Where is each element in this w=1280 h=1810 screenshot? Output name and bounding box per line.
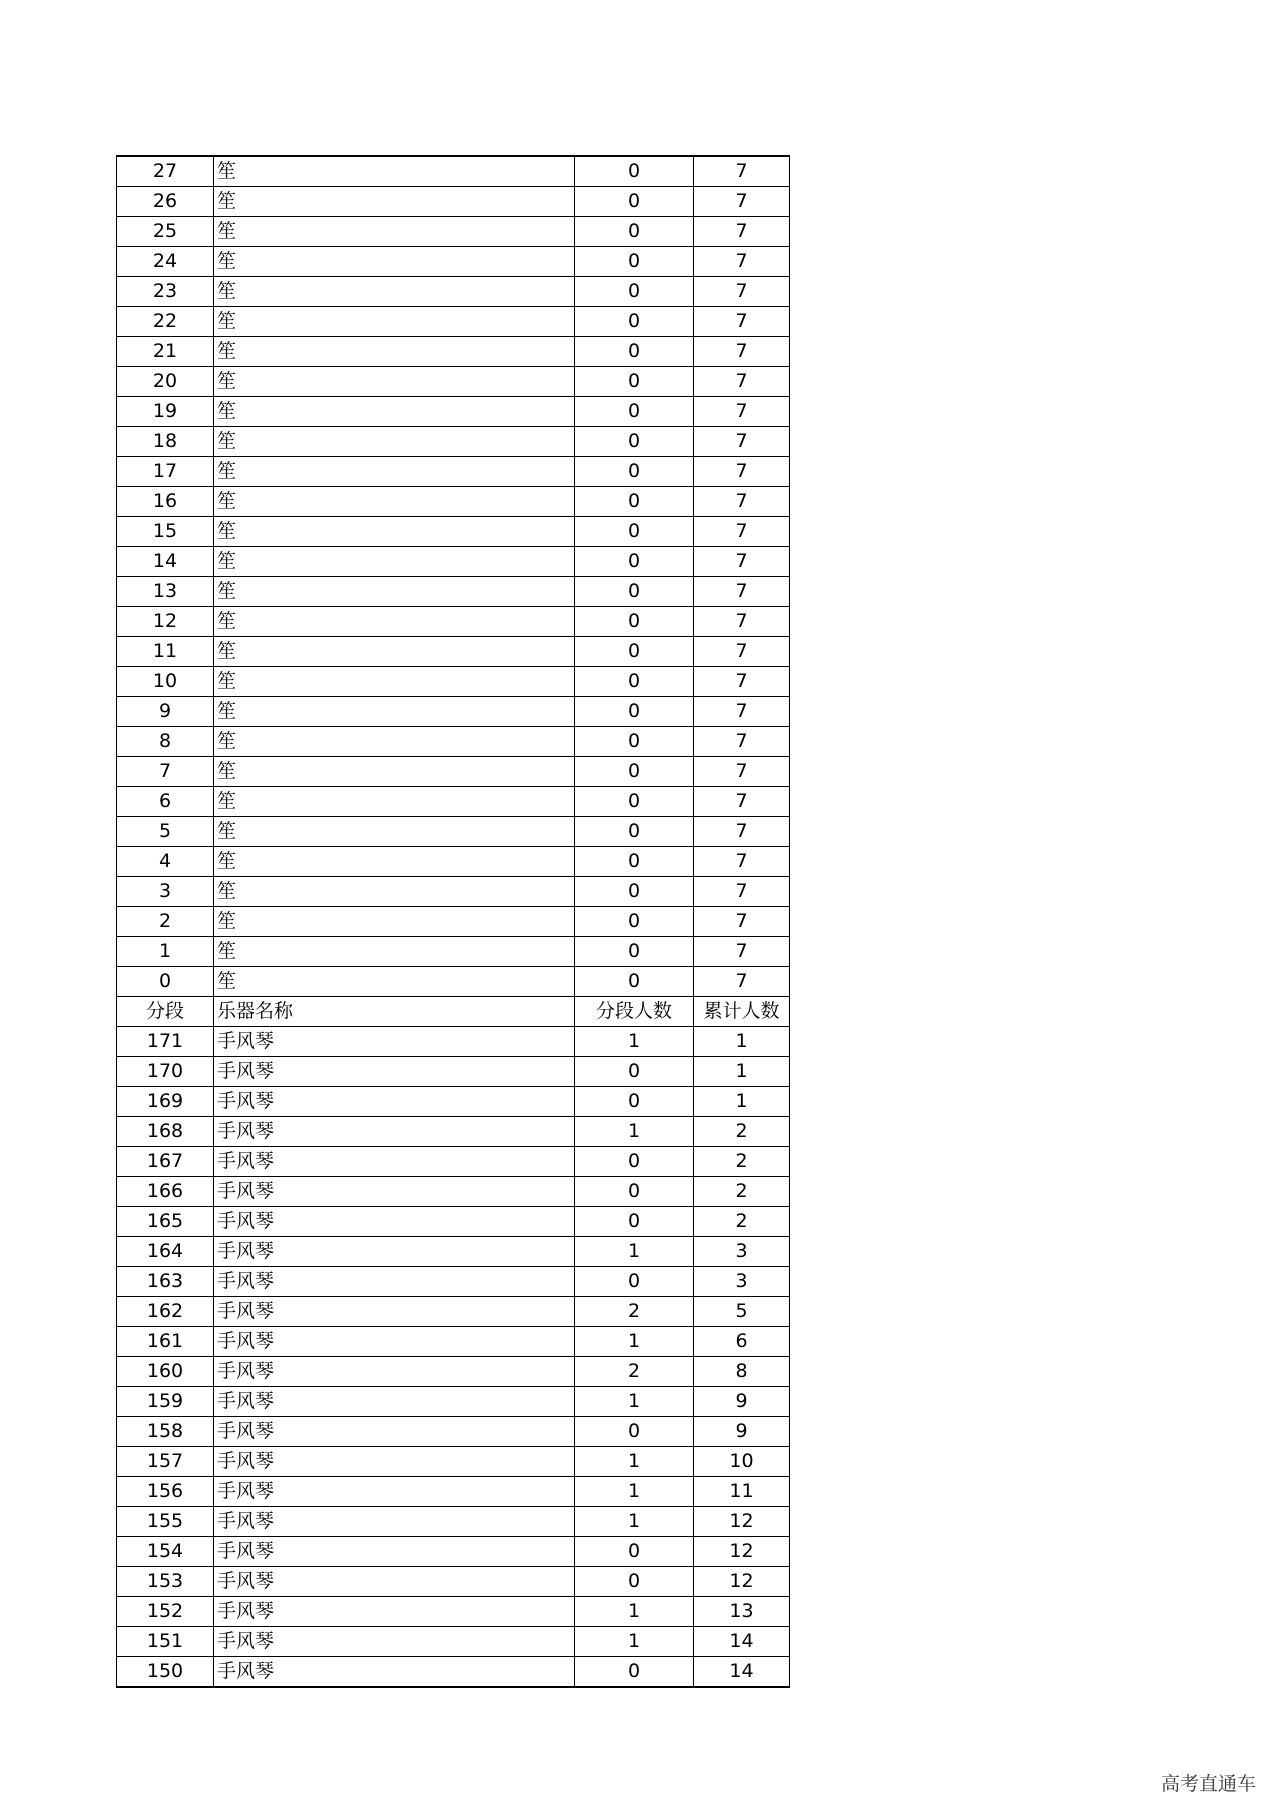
score-cell: 1: [117, 937, 214, 967]
table-row: [117, 277, 790, 307]
segment-count-cell: 0: [575, 637, 694, 667]
table-row: [117, 667, 790, 697]
instrument-name-cell: 笙: [214, 907, 575, 937]
table-row: [117, 547, 790, 577]
table-row: [117, 1237, 790, 1267]
cumulative-count-cell: 7: [694, 877, 790, 907]
table-row: [117, 1657, 790, 1688]
score-cell: 27: [117, 156, 214, 187]
cumulative-count-cell: 12: [694, 1567, 790, 1597]
segment-count-cell: 0: [575, 156, 694, 187]
cumulative-count-cell: 2: [694, 1147, 790, 1177]
table-row: [117, 697, 790, 727]
cumulative-count-cell: 1: [694, 1057, 790, 1087]
segment-count-cell: 0: [575, 727, 694, 757]
table-row: [117, 1207, 790, 1237]
instrument-name-cell: 手风琴: [214, 1657, 575, 1688]
segment-count-cell: 0: [575, 277, 694, 307]
segment-count-cell: 1: [575, 1597, 694, 1627]
table-row: [117, 1597, 790, 1627]
cumulative-count-cell: 12: [694, 1507, 790, 1537]
segment-count-cell: 0: [575, 1417, 694, 1447]
table-row: [117, 156, 790, 187]
segment-count-cell: 0: [575, 757, 694, 787]
instrument-name-cell: 手风琴: [214, 1387, 575, 1417]
segment-count-cell: 1: [575, 1507, 694, 1537]
score-cell: 170: [117, 1057, 214, 1087]
segment-count-cell: 0: [575, 367, 694, 397]
score-cell: 11: [117, 637, 214, 667]
cumulative-count-cell: 7: [694, 787, 790, 817]
segment-count-cell: 0: [575, 247, 694, 277]
table-row: [117, 1057, 790, 1087]
table-row: [117, 1447, 790, 1477]
instrument-name-cell: 笙: [214, 277, 575, 307]
instrument-name-cell: 笙: [214, 457, 575, 487]
segment-count-cell: 0: [575, 667, 694, 697]
score-cell: 164: [117, 1237, 214, 1267]
segment-count-cell: 0: [575, 1267, 694, 1297]
score-cell: 19: [117, 397, 214, 427]
cumulative-count-cell: 5: [694, 1297, 790, 1327]
cumulative-count-cell: 13: [694, 1597, 790, 1627]
segment-count-cell: 0: [575, 1087, 694, 1117]
table-row: [117, 337, 790, 367]
instrument-name-cell: 手风琴: [214, 1177, 575, 1207]
cumulative-count-cell: 2: [694, 1117, 790, 1147]
instrument-name-cell: 手风琴: [214, 1057, 575, 1087]
segment-count-cell: 0: [575, 307, 694, 337]
segment-count-cell: 0: [575, 937, 694, 967]
segment-count-cell: 0: [575, 337, 694, 367]
cumulative-count-cell: 7: [694, 307, 790, 337]
instrument-name-cell: 笙: [214, 667, 575, 697]
segment-count-cell: 1: [575, 1327, 694, 1357]
instrument-name-cell: 手风琴: [214, 1297, 575, 1327]
instrument-name-cell: 笙: [214, 187, 575, 217]
score-cell: 152: [117, 1597, 214, 1627]
segment-count-cell: 0: [575, 187, 694, 217]
table-row: [117, 397, 790, 427]
segment-count-cell: 1: [575, 1027, 694, 1057]
score-cell: 159: [117, 1387, 214, 1417]
table-row: [117, 1117, 790, 1147]
segment-count-cell: 1: [575, 1117, 694, 1147]
cumulative-count-cell: 9: [694, 1417, 790, 1447]
segment-count-cell: 1: [575, 1627, 694, 1657]
segment-count-cell: 1: [575, 1477, 694, 1507]
cumulative-count-cell: 3: [694, 1267, 790, 1297]
segment-count-cell: 0: [575, 967, 694, 997]
instrument-name-cell: 手风琴: [214, 1597, 575, 1627]
table-row: [117, 1357, 790, 1387]
instrument-name-cell: 笙: [214, 247, 575, 277]
score-cell: 163: [117, 1267, 214, 1297]
score-cell: 26: [117, 187, 214, 217]
column-header: 分段: [117, 997, 214, 1027]
cumulative-count-cell: 1: [694, 1087, 790, 1117]
instrument-name-cell: 笙: [214, 847, 575, 877]
table-row: [117, 817, 790, 847]
segment-count-cell: 0: [575, 577, 694, 607]
instrument-name-cell: 手风琴: [214, 1627, 575, 1657]
table-row: [117, 457, 790, 487]
score-cell: 14: [117, 547, 214, 577]
score-cell: 167: [117, 1147, 214, 1177]
table-row: [117, 1507, 790, 1537]
segment-count-cell: 1: [575, 1387, 694, 1417]
table-row: [117, 937, 790, 967]
cumulative-count-cell: 1: [694, 1027, 790, 1057]
score-cell: 165: [117, 1207, 214, 1237]
score-cell: 21: [117, 337, 214, 367]
score-cell: 17: [117, 457, 214, 487]
instrument-name-cell: 笙: [214, 487, 575, 517]
segment-count-cell: 2: [575, 1297, 694, 1327]
segment-count-cell: 0: [575, 517, 694, 547]
table-row: [117, 1567, 790, 1597]
table-row: [117, 577, 790, 607]
cumulative-count-cell: 7: [694, 487, 790, 517]
segment-count-cell: 0: [575, 1567, 694, 1597]
cumulative-count-cell: 7: [694, 457, 790, 487]
instrument-name-cell: 笙: [214, 817, 575, 847]
segment-count-cell: 1: [575, 1237, 694, 1267]
table-row: [117, 607, 790, 637]
instrument-name-cell: 手风琴: [214, 1267, 575, 1297]
cumulative-count-cell: 7: [694, 217, 790, 247]
column-header: 分段人数: [575, 997, 694, 1027]
instrument-name-cell: 手风琴: [214, 1147, 575, 1177]
cumulative-count-cell: 7: [694, 727, 790, 757]
score-cell: 22: [117, 307, 214, 337]
cumulative-count-cell: 6: [694, 1327, 790, 1357]
score-cell: 156: [117, 1477, 214, 1507]
score-cell: 9: [117, 697, 214, 727]
table-row: [117, 1327, 790, 1357]
cumulative-count-cell: 7: [694, 667, 790, 697]
instrument-name-cell: 手风琴: [214, 1447, 575, 1477]
segment-count-cell: 0: [575, 217, 694, 247]
score-cell: 7: [117, 757, 214, 787]
instrument-name-cell: 笙: [214, 637, 575, 667]
segment-count-cell: 0: [575, 877, 694, 907]
segment-count-cell: 1: [575, 1447, 694, 1477]
column-header: 乐器名称: [214, 997, 575, 1027]
score-cell: 150: [117, 1657, 214, 1688]
cumulative-count-cell: 7: [694, 907, 790, 937]
table-row: [117, 967, 790, 997]
cumulative-count-cell: 7: [694, 547, 790, 577]
score-cell: 10: [117, 667, 214, 697]
instrument-name-cell: 手风琴: [214, 1117, 575, 1147]
segment-count-cell: 0: [575, 907, 694, 937]
instrument-name-cell: 笙: [214, 967, 575, 997]
instrument-name-cell: 笙: [214, 427, 575, 457]
table-row: [117, 187, 790, 217]
instrument-name-cell: 笙: [214, 757, 575, 787]
cumulative-count-cell: 9: [694, 1387, 790, 1417]
table-row: [117, 847, 790, 877]
cumulative-count-cell: 7: [694, 757, 790, 787]
score-cell: 25: [117, 217, 214, 247]
score-cell: 161: [117, 1327, 214, 1357]
score-cell: 2: [117, 907, 214, 937]
table-row: [117, 1297, 790, 1327]
cumulative-count-cell: 7: [694, 847, 790, 877]
score-distribution-table: [116, 155, 790, 1688]
segment-count-cell: 0: [575, 697, 694, 727]
instrument-name-cell: 手风琴: [214, 1507, 575, 1537]
segment-count-cell: 0: [575, 397, 694, 427]
instrument-name-cell: 笙: [214, 397, 575, 427]
cumulative-count-cell: 7: [694, 187, 790, 217]
table-row: [117, 307, 790, 337]
instrument-name-cell: 笙: [214, 577, 575, 607]
instrument-name-cell: 笙: [214, 337, 575, 367]
footer-watermark: 高考直通车: [1160, 1773, 1256, 1795]
cumulative-count-cell: 14: [694, 1657, 790, 1688]
instrument-name-cell: 手风琴: [214, 1417, 575, 1447]
table-row: [117, 1147, 790, 1177]
score-cell: 16: [117, 487, 214, 517]
cumulative-count-cell: 7: [694, 397, 790, 427]
cumulative-count-cell: 14: [694, 1627, 790, 1657]
table-row: [117, 1417, 790, 1447]
segment-count-cell: 0: [575, 1657, 694, 1688]
segment-count-cell: 0: [575, 547, 694, 577]
cumulative-count-cell: 7: [694, 427, 790, 457]
cumulative-count-cell: 7: [694, 607, 790, 637]
table-row: [117, 877, 790, 907]
instrument-name-cell: 手风琴: [214, 1357, 575, 1387]
segment-count-cell: 0: [575, 1207, 694, 1237]
cumulative-count-cell: 7: [694, 697, 790, 727]
instrument-name-cell: 笙: [214, 156, 575, 187]
cumulative-count-cell: 10: [694, 1447, 790, 1477]
instrument-name-cell: 笙: [214, 787, 575, 817]
instrument-name-cell: 笙: [214, 547, 575, 577]
instrument-name-cell: 笙: [214, 367, 575, 397]
instrument-name-cell: 手风琴: [214, 1027, 575, 1057]
score-cell: 162: [117, 1297, 214, 1327]
cumulative-count-cell: 2: [694, 1177, 790, 1207]
score-cell: 166: [117, 1177, 214, 1207]
cumulative-count-cell: 7: [694, 517, 790, 547]
table-row: [117, 217, 790, 247]
segment-count-cell: 0: [575, 1057, 694, 1087]
table-header-row: [117, 997, 790, 1027]
cumulative-count-cell: 7: [694, 277, 790, 307]
score-cell: 8: [117, 727, 214, 757]
table-row: [117, 1477, 790, 1507]
table-row: [117, 517, 790, 547]
instrument-name-cell: 笙: [214, 937, 575, 967]
cumulative-count-cell: 3: [694, 1237, 790, 1267]
cumulative-count-cell: 7: [694, 577, 790, 607]
instrument-name-cell: 手风琴: [214, 1567, 575, 1597]
score-cell: 24: [117, 247, 214, 277]
instrument-name-cell: 笙: [214, 517, 575, 547]
table-row: [117, 1087, 790, 1117]
instrument-name-cell: 笙: [214, 607, 575, 637]
instrument-name-cell: 手风琴: [214, 1087, 575, 1117]
score-cell: 171: [117, 1027, 214, 1057]
instrument-name-cell: 手风琴: [214, 1537, 575, 1567]
segment-count-cell: 0: [575, 487, 694, 517]
segment-count-cell: 0: [575, 1537, 694, 1567]
instrument-name-cell: 笙: [214, 217, 575, 247]
segment-count-cell: 0: [575, 457, 694, 487]
score-cell: 15: [117, 517, 214, 547]
segment-count-cell: 0: [575, 427, 694, 457]
score-cell: 158: [117, 1417, 214, 1447]
table-row: [117, 787, 790, 817]
table-row: [117, 1027, 790, 1057]
table-row: [117, 637, 790, 667]
table-row: [117, 367, 790, 397]
score-cell: 5: [117, 817, 214, 847]
table-row: [117, 487, 790, 517]
table-row: [117, 1177, 790, 1207]
score-cell: 154: [117, 1537, 214, 1567]
column-header: 累计人数: [694, 997, 790, 1027]
score-cell: 13: [117, 577, 214, 607]
table-row: [117, 247, 790, 277]
score-cell: 23: [117, 277, 214, 307]
score-cell: 3: [117, 877, 214, 907]
score-cell: 18: [117, 427, 214, 457]
cumulative-count-cell: 7: [694, 367, 790, 397]
table-row: [117, 907, 790, 937]
score-cell: 151: [117, 1627, 214, 1657]
table-row: [117, 1267, 790, 1297]
cumulative-count-cell: 7: [694, 637, 790, 667]
cumulative-count-cell: 7: [694, 817, 790, 847]
score-cell: 4: [117, 847, 214, 877]
table-row: [117, 427, 790, 457]
segment-count-cell: 2: [575, 1357, 694, 1387]
segment-count-cell: 0: [575, 1147, 694, 1177]
table-row: [117, 1387, 790, 1417]
instrument-name-cell: 手风琴: [214, 1327, 575, 1357]
table-row: [117, 727, 790, 757]
cumulative-count-cell: 12: [694, 1537, 790, 1567]
score-cell: 153: [117, 1567, 214, 1597]
score-cell: 20: [117, 367, 214, 397]
score-cell: 157: [117, 1447, 214, 1477]
cumulative-count-cell: 2: [694, 1207, 790, 1237]
instrument-name-cell: 手风琴: [214, 1477, 575, 1507]
instrument-name-cell: 笙: [214, 877, 575, 907]
cumulative-count-cell: 7: [694, 337, 790, 367]
instrument-name-cell: 手风琴: [214, 1207, 575, 1237]
instrument-name-cell: 笙: [214, 307, 575, 337]
instrument-name-cell: 手风琴: [214, 1237, 575, 1267]
segment-count-cell: 0: [575, 787, 694, 817]
cumulative-count-cell: 11: [694, 1477, 790, 1507]
cumulative-count-cell: 8: [694, 1357, 790, 1387]
score-cell: 169: [117, 1087, 214, 1117]
score-cell: 155: [117, 1507, 214, 1537]
segment-count-cell: 0: [575, 1177, 694, 1207]
cumulative-count-cell: 7: [694, 156, 790, 187]
segment-count-cell: 0: [575, 817, 694, 847]
score-cell: 0: [117, 967, 214, 997]
table-row: [117, 1537, 790, 1567]
cumulative-count-cell: 7: [694, 937, 790, 967]
score-cell: 168: [117, 1117, 214, 1147]
score-cell: 160: [117, 1357, 214, 1387]
score-table-body: [117, 156, 790, 1687]
cumulative-count-cell: 7: [694, 967, 790, 997]
table-row: [117, 1627, 790, 1657]
score-cell: 12: [117, 607, 214, 637]
cumulative-count-cell: 7: [694, 247, 790, 277]
table-row: [117, 757, 790, 787]
instrument-name-cell: 笙: [214, 697, 575, 727]
score-cell: 6: [117, 787, 214, 817]
instrument-name-cell: 笙: [214, 727, 575, 757]
segment-count-cell: 0: [575, 607, 694, 637]
segment-count-cell: 0: [575, 847, 694, 877]
